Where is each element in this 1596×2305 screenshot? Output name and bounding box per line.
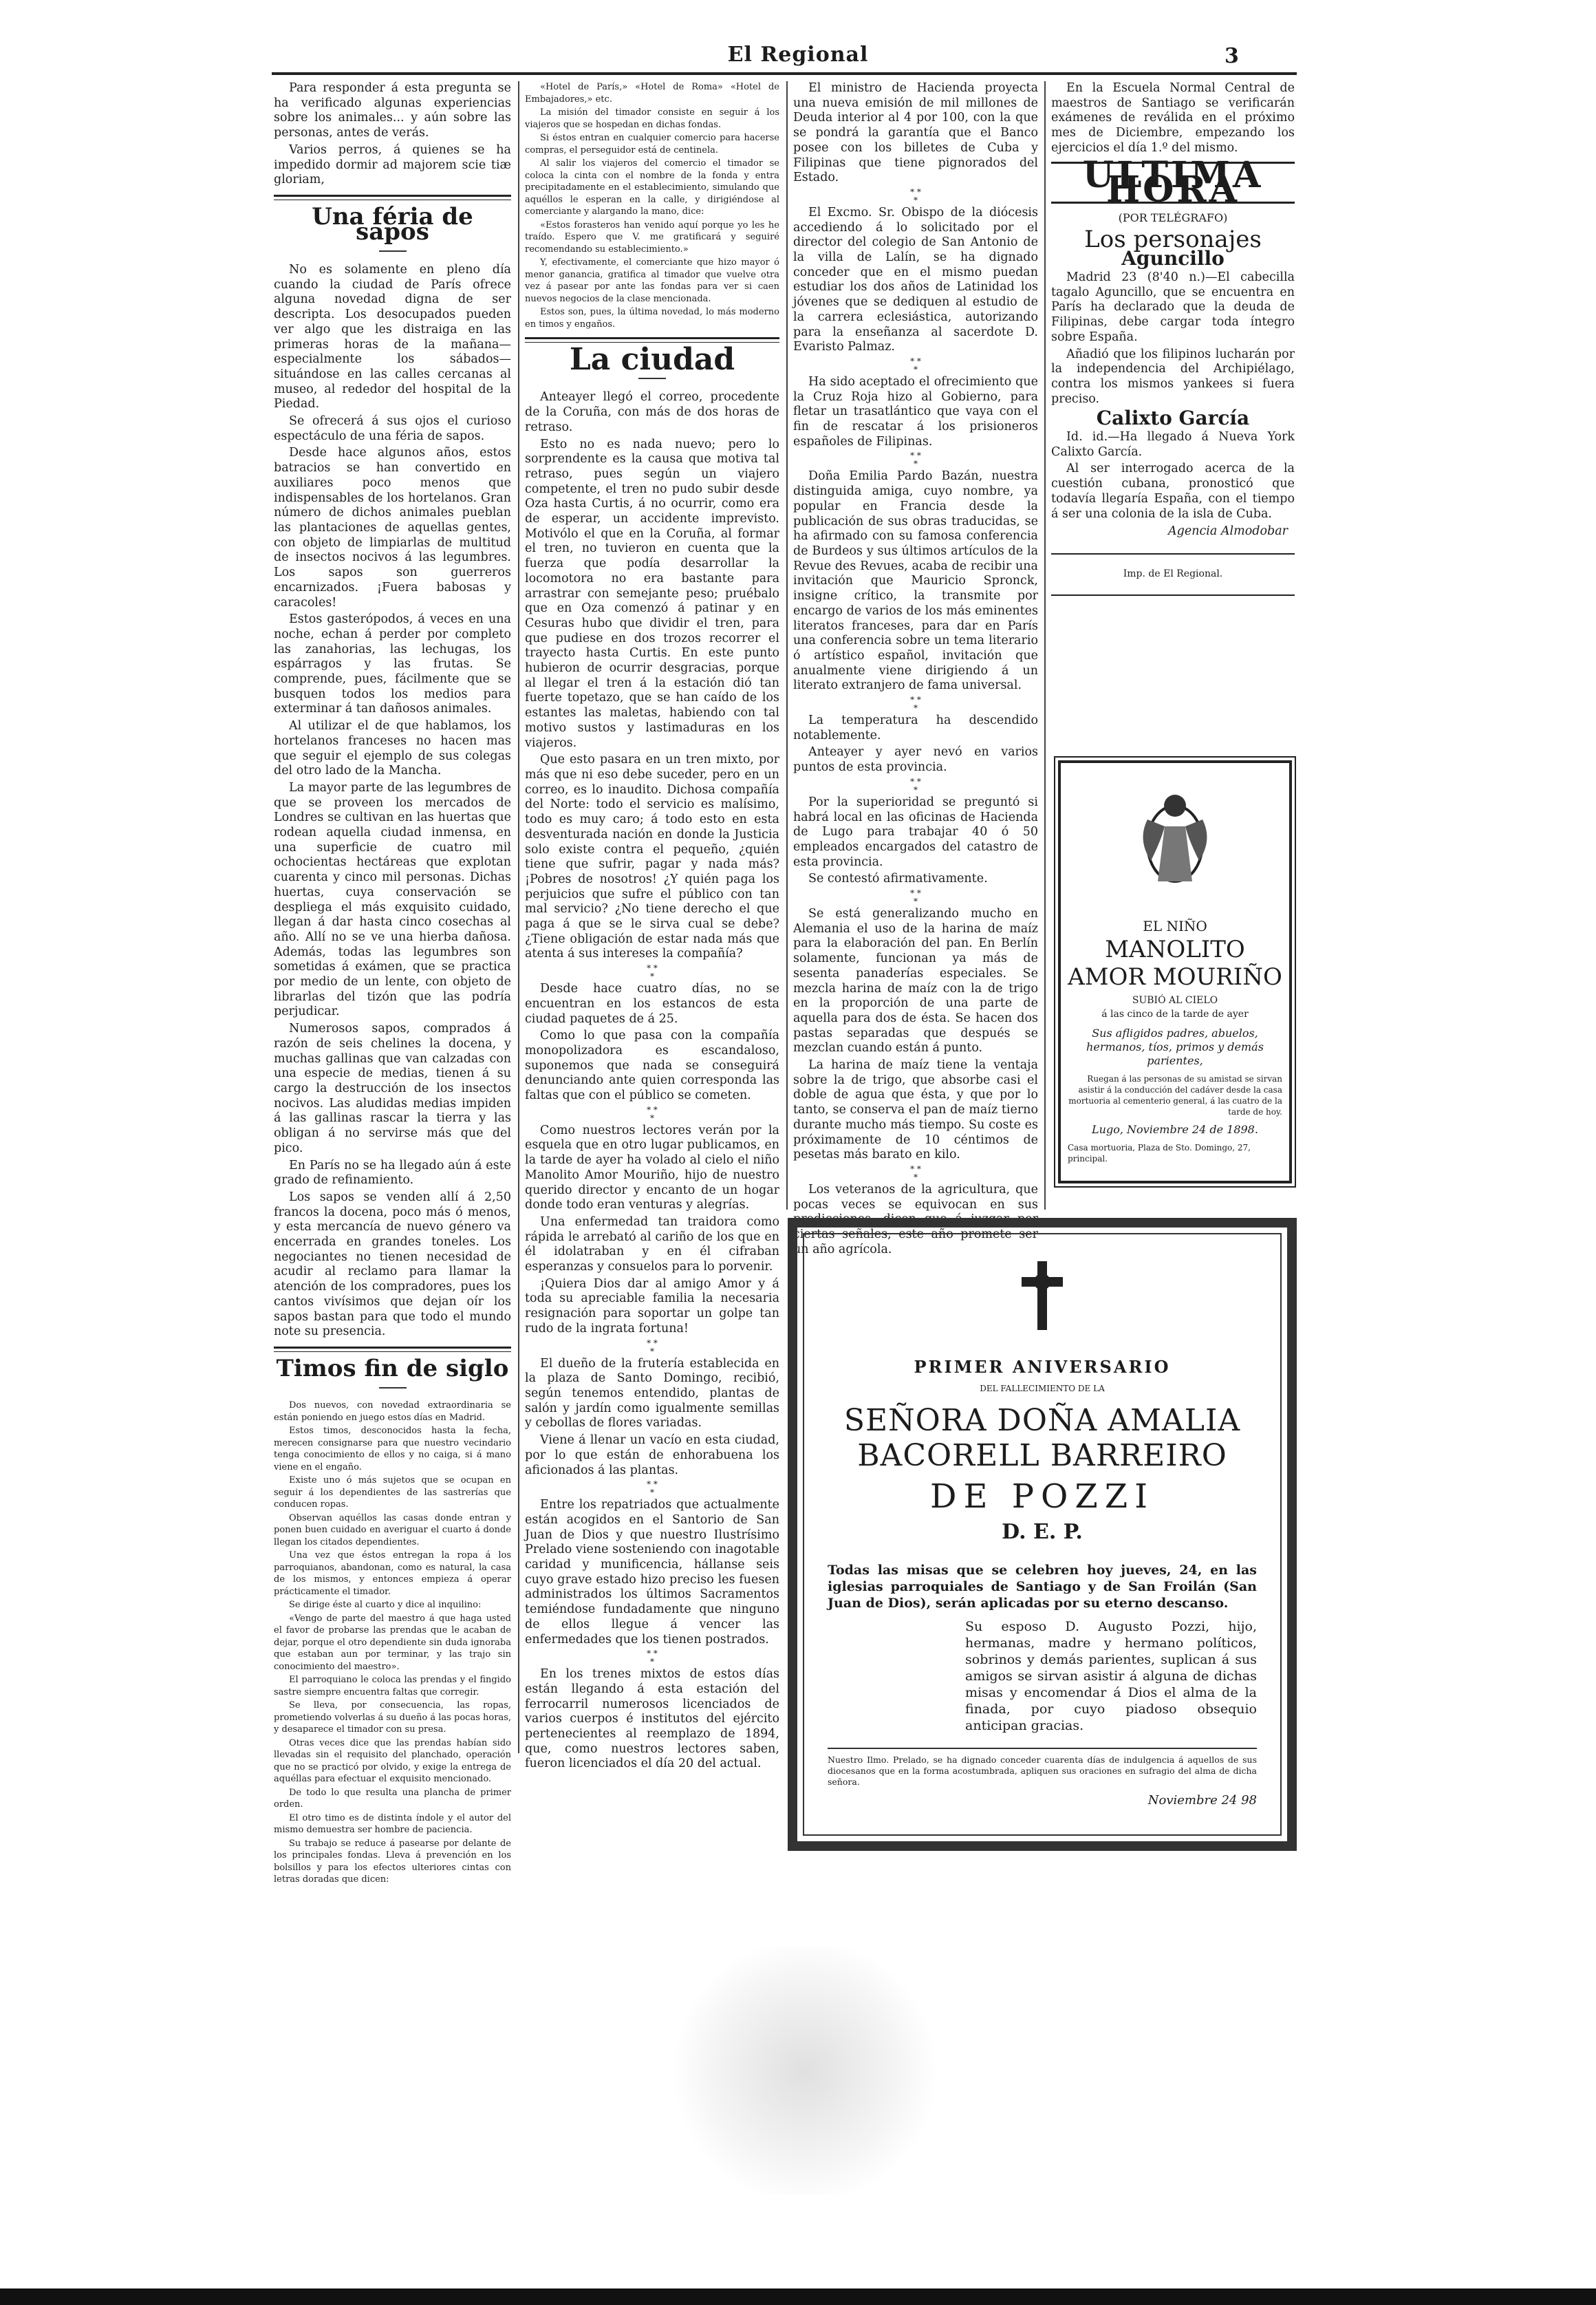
- article-paragraph: Otras veces dice que las prendas habían sido llevadas sin el requisito del planchado, operación que no se practicó por olvido, y exige la entrega de aquéllas para efectuar el exquisito mencionado.: [274, 1737, 511, 1785]
- news-paragraph: El ministro de Hacienda proyecta una nueva emisión de mil millones de Deuda interior al 4 por 100, con la que se pondrá la garantía que el Banco posee con los billetes de Cuba y Filipinas que tiene pignorados del Estado.: [793, 81, 1038, 185]
- news-paragraph: Que esto pasara en un tren mixto, por más que ni eso debe suceder, pero en un correo, es lo inaudito. Dichosa compañía del Norte: todo el servicio es malísimo, todo es muy caro; á todo esto en esta desventurada nación en donde la Justicia solo existe contra el pequeño, ¿quién tiene que sufrir, pagar y nada más? ¡Pobres de nosotros! ¿Y quién paga los perjuicios que sufre el público con tan mal servicio? ¿No tiene derecho el que paga á que se le sirva cual se debe? ¿Tiene obligación de estar nada más que atenta á sus intereses la compañía?: [525, 753, 779, 961]
- news-paragraph: Los veteranos de la agricultura, que pocas veces se equivocan en sus predicciones, dicen que á juzgar por ciertas señales, este año promete ser un año agrícola.: [793, 1183, 1038, 1256]
- article-paragraph: Una vez que éstos entregan la ropa á los parroquianos, abandonan, como es natural, la casa de los mismos, y entonces empieza á operar prácticamente el timador.: [274, 1550, 511, 1597]
- article-paragraph: Su trabajo se reduce á pasearse por delante de los principales fondas. Lleva á prevención en los bolsillos y para los efectos ulteriores cintas con letras doradas que dicen:: [274, 1838, 511, 1885]
- news-paragraph: Viene á llenar un vacío en esta ciudad, por lo que están de enhorabuena los aficionados á las plantas.: [525, 1433, 779, 1477]
- article-paragraph: Los sapos se venden allí á 2,50 francos la docena, poco más ó menos, y esta mercancía de nuevo género va encerrada en grandes toneles. Los negociantes no tienen necesidad de acudir al reclamo para llamar la atención de los compradores, pues los cantos vivísimos que dejan oír los sapos bastan para que todo el mundo note su presencia.: [274, 1190, 511, 1339]
- news-paragraph: La harina de maíz tiene la ventaja sobre la de trigo, que absorbe casi el doble de agua que ésta, y que por lo tanto, se conserva el pan de maíz tierno durante mucho más tiempo. Su coste es próximamente de 10 céntimos de pesetas más barato en kilo.: [793, 1058, 1038, 1162]
- telegram-paragraph: Añadió que los filipinos lucharán por la independencia del Archipiélago, contra los mismos yankees si fuera preciso.: [1051, 347, 1295, 406]
- news-paragraph: Desde hace cuatro días, no se encuentran en los estancos de esta ciudad paquetes de á 25.: [525, 982, 779, 1026]
- dep-label: D. E. P.: [1002, 1520, 1083, 1544]
- column-2: [525, 81, 779, 1774]
- scan-bottom-edge: [0, 2288, 1596, 2305]
- section-rule: [274, 195, 511, 200]
- column-divider: [518, 81, 519, 1753]
- news-paragraph: Como lo que pasa con la compañía monopolizadora es escandaloso, suponemos que nada se conseguirá denunciando ante quien corresponda las faltas que con el público se cometen.: [525, 1029, 779, 1103]
- article-paragraph: «Estos forasteros han venido aquí porque yo les he traído. Espero que V. me gratificará y seguiré recomendando su establecimiento.»: [525, 219, 779, 255]
- separator-asterisks: * * *: [910, 1164, 921, 1182]
- obituary-inner-border: [803, 1233, 1282, 1836]
- article-paragraph: Estos son, pues, la última novedad, lo más moderno en timos y engaños.: [525, 307, 779, 330]
- article-paragraph: Existe uno ó más sujetos que se ocupan en seguir á los dependientes de las sastrerías que conducen ropas.: [274, 1475, 511, 1510]
- column-divider: [786, 81, 788, 1210]
- news-paragraph: Entre los repatriados que actualmente están acogidos en el Santorio de San Juan de Dios y que nuestro Ilustrísimo Prelado viene sosteniendo con inagotable caridad y munificencia, hállanse seis cuyo grave estado hizo preciso les fuesen administrados los últimos Sacramentos temiéndose fundadamente que ninguno de ellos llegue á vencer las enfermedades que los tienen postrados.: [525, 1498, 779, 1647]
- header-rule: [272, 72, 1297, 75]
- news-paragraph: Como nuestros lectores verán por la esquela que en otro lugar publicamos, en la tarde de ayer ha volado al cielo el niño Manolito Amor Mouriño, hijo de nuestro querido director y encanto de un hogar donde todo eran venturas y alegrías.: [525, 1123, 779, 1212]
- article-paragraph: No es solamente en pleno día cuando la ciudad de París ofrece alguna novedad digna de ser descripta. Los desocupados pueden ver algo que les distraiga en las primeras horas de la mañana—especialmente los sábados—situándose en las calles cercanas al museo, al rededor del hospital de la Piedad.: [274, 263, 511, 411]
- news-paragraph: El Excmo. Sr. Obispo de la diócesis accediendo á lo solicitado por el director del colegio de San Antonio de la villa de Lalín, se ha dignado conceder que en el mismo puedan estudiar los dos años de Latinidad los jóvenes que se dediquen al estudio de la carrera eclesiástica, autorizando para la enseñanza al sacerdote D. Evaristo Palmaz.: [793, 205, 1038, 354]
- obituary-request: Ruegan á las personas de su amistad se sirvan asistir á la conducción del cadáver desde la casa mortuoria al cementerio general, á las cuatro de la tarde de hoy.: [1068, 1074, 1282, 1117]
- news-paragraph: Esto no es nada nuevo; pero lo sorprendente es la causa que motiva tal retraso, pues según un viajero competente, el tren no pudo subir desde Oza hasta Curtis, á no ocurrir, como era de esperar, un accidente imprevisto. Motivólo el que en la Coruña, al formar el tren, no tuvieron en cuenta que la fuerza que podía desarrollar la locomotora no era bastante para arrastrar con semejante peso; pruébalo que en Oza comenzó á patinar y en Cesuras hubo que dividir el tren, para que pudiese en dos trozos recorrer el trayecto hasta Curtis. En este punto hubieron de ocurrir desgracias, porque al llegar el tren á la estación dió tan fuerte topetazo, que se han caído de los estantes las maletas, habiendo con tal motivo sustos y lastimaduras en los viajeros.: [525, 437, 779, 750]
- article-paragraph: Se ofrecerá á sus ojos el curioso espectáculo de una féria de sapos.: [274, 414, 511, 443]
- anniversary-subtitle: DEL FALLECIMIENTO DE LA: [980, 1384, 1105, 1393]
- article-paragraph: Al utilizar el de que hablamos, los hortelanos franceses no hacen mas que seguir el ejemplo de sus colegas del otro lado de la Mancha.: [274, 719, 511, 778]
- family-text: Su esposo D. Augusto Pozzi, hijo, hermanas, madre y hermano políticos, sobrinos y demás parientes, suplican á sus amigos se sirvan asistir á alguna de dichas misas y encomendar á Dios el alma de la finada, por cuyo piadoso obsequio anticipan gracias.: [965, 1619, 1257, 1733]
- intro-paragraph: Varios perros, á quienes se ha impedido dormir ad majorem scie tiæ gloriam,: [274, 142, 511, 187]
- news-paragraph: ¡Quiera Dios dar al amigo Amor y á toda su apreciable familia la necesaria resignación para soportar un golpe tan rudo de la ingrata fortuna!: [525, 1276, 779, 1336]
- news-paragraph: Se está generalizando mucho en Alemania el uso de la harina de maíz para la elaboración del pan. En Berlín solamente, funcionan ya más de sesenta panaderías especiales. Se mezcla harina de maíz con la de trigo en la proporción de una parte de aquella para dos de ésta. Se hacen dos pastas separadas que después se mezclan cuando están á punto.: [793, 907, 1038, 1055]
- article-subtitle: Aguncillo: [1121, 247, 1225, 270]
- news-paragraph: Una enfermedad tan traidora como rápida le arrebató al cariño de los que en él idolatraban y en él cifraban esperanzas y consuelos para lo porvenir.: [525, 1214, 779, 1274]
- obituary-label: EL NIÑO: [1143, 918, 1207, 934]
- telegram-paragraph: Id. id.—Ha llegado á Nueva York Calixto García.: [1051, 430, 1295, 459]
- news-paragraph: Por la superioridad se preguntó si habrá local en las oficinas de Hacienda de Lugo para trabajar 40 ó 50 empleados encargados del catastro de esta provincia.: [793, 795, 1038, 869]
- deceased-name: SEÑORA DOÑA AMALIA BACORELL BARREIRO: [843, 1403, 1241, 1473]
- article-subtitle: Calixto García: [1096, 407, 1250, 430]
- intro-paragraph: Para responder á esta pregunta se ha verificado algunas experiencias sobre los animales... y aún sobre las personas, antes de verás.: [274, 81, 511, 140]
- news-paragraph: Ha sido aceptado el ofrecimiento que la Cruz Roja hizo al Gobierno, para fletar un trasatlántico que vaya con el fin de rescatar á los prisioneros españoles de Filipinas.: [793, 374, 1038, 449]
- separator-asterisks: * * *: [910, 776, 921, 795]
- deceased-surname: DE POZZI: [929, 1477, 1155, 1516]
- separator-asterisks: * * *: [647, 963, 658, 982]
- separator-asterisks: * * *: [910, 695, 921, 714]
- news-paragraph: Anteayer llegó el correo, procedente de la Coruña, con más de dos horas de retraso.: [525, 390, 779, 434]
- news-paragraph: El dueño de la frutería establecida en la plaza de Santo Domingo, recibió, según tenemos entendido, plantas de salón y jardín como igualmente semillas y cebollas de flores variadas.: [525, 1356, 779, 1430]
- section-rule: [1051, 553, 1295, 555]
- agency-signature: Agencia Almodobar: [1168, 524, 1288, 539]
- article-paragraph: La mayor parte de las legumbres de que se proveen los mercados de Londres se cultivan en las huertas que rodean aquella ciudad inmensa, en una superficie de cuatro mil ochocientas hectáreas que explotan cuarenta y cinco mil personas. Dichas huertas, cuya conservación se despliega el más exquisito cuidado, llegan á dar hasta cinco cosechas al año. Allí no se ve una hierba dañosa. Además, todas las legumbres son sometidas á exámen, que se practica por medio de un lente, con objeto de librarlas del tizón que las podría perjudicar.: [274, 780, 511, 1019]
- title-dash: [274, 1381, 511, 1396]
- obituary-time: á las cinco de la tarde de ayer: [1101, 1009, 1249, 1020]
- separator-asterisks: * * *: [910, 186, 921, 205]
- anniversary-title: PRIMER ANIVERSARIO: [914, 1357, 1171, 1377]
- separator-asterisks: * * *: [647, 1104, 658, 1123]
- imprint: Imp. de El Regional.: [1123, 568, 1223, 579]
- obituary-address: Casa mortuoria, Plaza de Sto. Domingo, 27, principal.: [1068, 1143, 1251, 1164]
- article-paragraph: «Vengo de parte del maestro á que haga usted el favor de probarse las prendas que le acaban de dejar, porque el otro dependiente sin duda ignoraba que estaban aun por terminar, y las trajo sin conocimiento del maestro».: [274, 1613, 511, 1672]
- obituary-date: Lugo, Noviembre 24 de 1898.: [1092, 1123, 1258, 1136]
- article-paragraph: Y, efectivamente, el comerciante que hizo mayor ó menor ganancia, gratifica al timador que vuelve otra vez á pasear por ante las fondas para ver si caen nuevos negocios de la clase mencionada.: [525, 257, 779, 304]
- article-paragraph: Si éstos entran en cualquier comercio para hacerse compras, el perseguidor está de centinela.: [525, 133, 779, 156]
- news-paragraph: Se contestó afirmativamente.: [808, 872, 988, 886]
- indulgence-note: Nuestro Ilmo. Prelado, se ha dignado conceder cuarenta días de indulgencia á aquellos de sus diocesanos que en la forma acostumbrada, apliquen sus oraciones en sufragio del alma de dicha señora.: [828, 1748, 1257, 1788]
- news-paragraph: Anteayer y ayer nevó en varios puntos de esta provincia.: [793, 745, 1038, 775]
- column-3: [793, 81, 1038, 1260]
- section-rule: [1051, 594, 1295, 596]
- article-title: Una féria de sapos: [312, 202, 473, 246]
- section-rule: [274, 1347, 511, 1352]
- article-paragraph: Estos gasterópodos, á veces en una noche, echan á perder por completo las zanahorias, las lechugas, los espárragos y las frutas. Se comprende, pues, fácilmente que se busquen todos los medios para exterminar á tan dañosos animales.: [274, 612, 511, 716]
- title-dash: [274, 244, 511, 259]
- news-paragraph: La temperatura ha descendido notablemente.: [793, 714, 1038, 742]
- article-paragraph: El parroquiano le coloca las prendas y el fingido sastre siempre encuentra faltas que corregir.: [274, 1675, 511, 1697]
- separator-asterisks: * * *: [910, 451, 921, 469]
- article-paragraph: En París no se ha llegado aún á este grado de refinamiento.: [274, 1158, 511, 1188]
- obituary-family: Sus afligidos padres, abuelos, hermanos, tíos, primos y demás parientes,: [1086, 1027, 1264, 1067]
- column-divider: [1044, 81, 1046, 1210]
- separator-asterisks: * * *: [910, 356, 921, 374]
- news-paragraph: Doña Emilia Pardo Bazán, nuestra distinguida amiga, cuyo nombre, ya popular en Francia desde la publicación de sus obras traducidas, se ha afirmado con su famosa conferencia de Burdeos y sus últimos artículos de la Revue des Revues, acaba de recibir una invitación que Mauricio Spronck, insigne crítico, la transmite por encargo de varios de los más eminentes literatos franceses, para dar en París una conferencia sobre un tema literario ó artístico español, invitación que anualmente viene dirigiendo á un literato extranjero de fama universal.: [793, 469, 1038, 693]
- news-paragraph: En la Escuela Normal Central de maestros de Santiago se verificarán exámenes de reválida en el próximo mes de Diciembre, empezando los ejercicios el día 1.º del mismo.: [1051, 81, 1295, 155]
- article-paragraph: Se lleva, por consecuencia, las ropas, prometiendo volverlas á su dueño á las pocas horas, y desaparece el timador con su presa.: [274, 1700, 511, 1735]
- obituary-anniversary: [788, 1218, 1297, 1851]
- article-title: Los personajes: [1084, 225, 1262, 253]
- telegram-paragraph: Al ser interrogado acerca de la cuestión cubana, pronosticó que todavía llegaría España, con el tiempo á ser una colonia de la isla de Cuba.: [1051, 462, 1295, 521]
- article-paragraph: Al salir los viajeros del comercio el timador se coloca la cinta con el nombre de la fonda y entra precipitadamente en el establecimiento, simulando que aquéllos le esperan en la calle, y dirigiéndose al comerciante y alargando la mano, dice:: [525, 158, 779, 217]
- article-paragraph: Dos nuevos, con novedad extraordinaria se están poniendo en juego estos días en Madrid.: [274, 1400, 511, 1423]
- article-paragraph: Desde hace algunos años, estos batracios se han convertido en auxiliares poco menos que indispensables de los hortelanos. Gran número de dichos animales pueblan las plantaciones de aquellas gentes, con objeto de limpiarlas de multitud de insectos nocivos á las legumbres. Los sapos son guerreros encarnizados. ¡Fuera babosas y caracoles!: [274, 446, 511, 610]
- separator-asterisks: * * *: [647, 1479, 658, 1498]
- article-paragraph: De todo lo que resulta una plancha de primer orden.: [274, 1787, 511, 1810]
- obituary-child: [1058, 760, 1292, 1183]
- obituary-subio: SUBIÓ AL CIELO: [1132, 995, 1218, 1006]
- obituary-date: Noviembre 24 98: [1147, 1793, 1257, 1808]
- article-paragraph: Observan aquéllos las casas donde entran y ponen buen cuidado en averiguar el cuarto á donde llegan los citados dependientes.: [274, 1512, 511, 1547]
- article-paragraph: «Hotel de París,» «Hotel de Roma» «Hotel de Embajadores,» etc.: [525, 82, 779, 105]
- section-title: ULTIMA HORA: [1051, 162, 1295, 204]
- section-title: La ciudad: [569, 342, 735, 377]
- article-paragraph: Estos timos, desconocidos hasta la fecha, merecen consignarse para que nuestro vecindario tenga conocimiento de ellos y no caiga, si á mano viene en el engaño.: [274, 1426, 511, 1472]
- scan-noise: [660, 1947, 949, 2195]
- title-dash: [525, 372, 779, 387]
- article-paragraph: Numerosos sapos, comprados á razón de seis chelines la docena, y muchas gallinas que van calzadas con una especie de medias, tienen á su cargo la destrucción de los insectos nocivos. Las aludidas medias impiden á las gallinas rascar la tierra y las obligan á no servirse más que del pico.: [274, 1022, 511, 1155]
- angel-icon: [1134, 778, 1216, 895]
- newspaper-title: El Regional: [727, 43, 869, 67]
- section-subtitle: (POR TELÉGRAFO): [1118, 211, 1228, 224]
- article-paragraph: El otro timo es de distinta índole y el autor del mismo demuestra ser hombre de paciencia.: [274, 1812, 511, 1836]
- news-paragraph: En los trenes mixtos de estos días están llegando á esta estación del ferrocarril numerosos licenciados de varios cuerpos é institutos del ejército pertenecientes al reemplazo de 1894, que, como nuestros lectores saben, fueron licenciados el día 20 del actual.: [525, 1667, 779, 1771]
- deceased-name: MANOLITO AMOR MOURIÑO: [1068, 936, 1282, 991]
- article-paragraph: La misión del timador consiste en seguir á los viajeros que se hospedan en dichas fondas.: [525, 107, 779, 130]
- page-number: 3: [1225, 44, 1239, 68]
- separator-asterisks: * * *: [910, 888, 921, 907]
- column-1: [274, 81, 511, 1887]
- masses-text: Todas las misas que se celebren hoy jueves, 24, en las iglesias parroquiales de Santiago y de San Froilán (San Juan de Dios), serán aplicadas por su eterno descanso.: [828, 1563, 1257, 1611]
- separator-asterisks: * * *: [647, 1338, 658, 1356]
- article-title: Timos fin de siglo: [276, 1354, 509, 1382]
- article-paragraph: Se dirige éste al cuarto y dice al inquilino:: [289, 1600, 482, 1611]
- separator-asterisks: * * *: [647, 1649, 658, 1667]
- column-4: [1051, 81, 1295, 603]
- telegram-paragraph: Madrid 23 (8'40 n.)—El cabecilla tagalo Aguncillo, que se encuentra en París ha declarado que la deuda de Filipinas, debe cargar toda íntegro sobre España.: [1051, 270, 1295, 344]
